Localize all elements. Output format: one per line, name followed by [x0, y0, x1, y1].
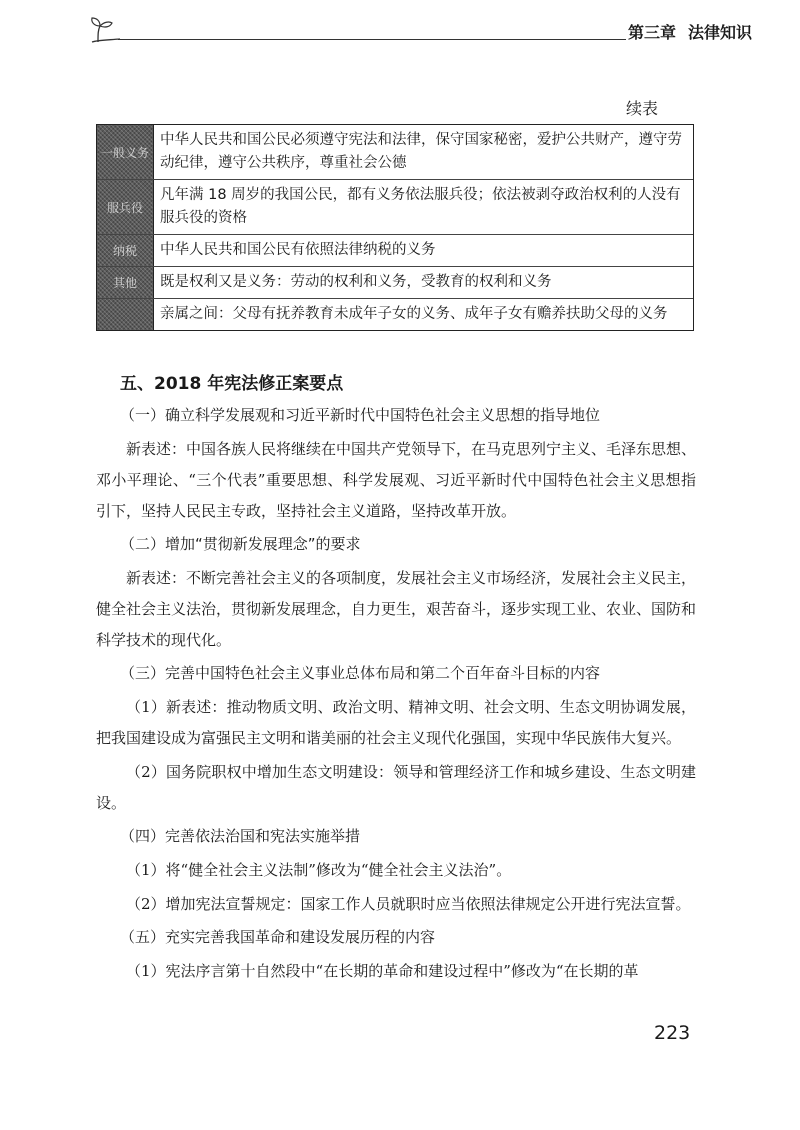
table-row: [97, 179, 693, 234]
content-cell: 中华人民共和国公民必须遵守宪法和法律，保守国家秘密，爱护公共财产，遵守劳动纪律，遵守公共秩序，尊重社会公德: [160, 132, 682, 171]
obligations-table: [96, 124, 694, 331]
table-row: [97, 298, 693, 330]
subsection-heading: （三）完善中国特色社会主义事业总体布局和第二个百年奋斗目标的内容: [120, 664, 601, 682]
category-cell: 服兵役: [97, 180, 154, 234]
paragraph: 新表述：中国各族人民将继续在中国共产党领导下，在马克思列宁主义、毛泽东思想、邓小平理论、“三个代表”重要思想、科学发展观、习近平新时代中国特色社会主义思想指引下，坚持人民民主专政，坚持社会主义道路，坚持改革开放。: [96, 440, 697, 520]
category-cell: 一般义务: [97, 125, 154, 179]
category-cell: 其他: [97, 267, 154, 298]
table-row: [97, 266, 693, 298]
chapter-heading: [628, 20, 764, 43]
continued-label: 续表: [626, 99, 659, 118]
paragraph: （1）新表述：推动物质文明、政治文明、精神文明、社会文明、生态文明协调发展，把我国建设成为富强民主文明和谐美丽的社会主义现代化强国，实现中华民族伟大复兴。: [96, 698, 696, 747]
paragraph: （2）国务院职权中增加生态文明建设：领导和管理经济工作和城乡建设、生态文明建设。: [96, 763, 696, 812]
sprout-icon: [88, 16, 122, 46]
subsection-heading: （二）增加“贯彻新发展理念”的要求: [120, 535, 361, 553]
content-cell: 亲属之间：父母有抚养教育未成年子女的义务、成年子女有赡养扶助父母的义务: [160, 306, 668, 322]
header-rule: [118, 39, 626, 40]
chapter-number: 第三章: [628, 23, 677, 42]
paragraph: （1）将“健全社会主义法制”修改为“健全社会主义法治”。: [126, 861, 512, 879]
subsection-heading: （一）确立科学发展观和习近平新时代中国特色社会主义思想的指导地位: [120, 406, 601, 424]
subsection-heading: （五）充实完善我国革命和建设发展历程的内容: [120, 928, 436, 946]
section-title: 五、2018 年宪法修正案要点: [120, 374, 344, 394]
paragraph: （1）宪法序言第十自然段中“在长期的革命和建设过程中”修改为“在长期的革: [126, 962, 639, 980]
running-header: [88, 16, 753, 46]
table-row: [97, 125, 693, 179]
content-cell: 既是权利又是义务：劳动的权利和义务，受教育的权利和义务: [160, 274, 552, 290]
category-cell: [97, 299, 154, 330]
chapter-title: 法律知识: [688, 23, 753, 42]
paragraph: （2）增加宪法宣誓规定：国家工作人员就职时应当依照法律规定公开进行宪法宣誓。: [126, 895, 691, 913]
table-row: [97, 234, 693, 266]
subsection-heading: （四）完善依法治国和宪法实施举措: [120, 827, 361, 845]
content-cell: 凡年满 18 周岁的我国公民，都有义务依法服兵役；依法被剥夺政治权利的人没有服兵役的资格: [160, 187, 681, 226]
main-text: [96, 370, 696, 990]
paragraph: 新表述：不断完善社会主义的各项制度，发展社会主义市场经济，发展社会主义民主，健全社会主义法治，贯彻新发展理念，自力更生，艰苦奋斗，逐步实现工业、农业、国防和科学技术的现代化。: [96, 569, 697, 649]
content-cell: 中华人民共和国公民有依照法律纳税的义务: [160, 242, 436, 258]
page-number: 223: [654, 1022, 691, 1044]
category-cell: 纳税: [97, 235, 154, 266]
